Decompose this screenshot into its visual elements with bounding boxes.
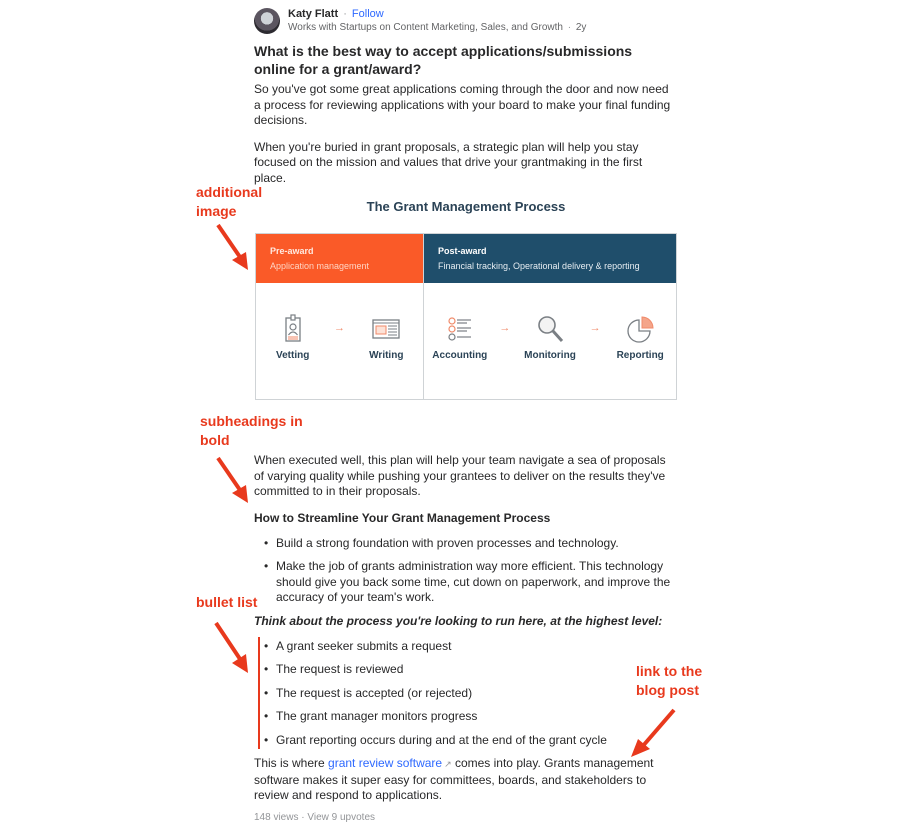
list-item: • Grant reporting occurs during and at the end of the grant cycle — [254, 733, 674, 749]
author-line — [288, 8, 586, 21]
separator: · — [343, 8, 347, 20]
annotation-arrow-icon — [212, 620, 252, 675]
arrow-right-icon: → — [499, 322, 511, 334]
list-item: • Build a strong foundation with proven processes and technology. — [254, 536, 674, 552]
annotation-subheadings — [200, 412, 303, 450]
author-credential-line — [288, 21, 586, 34]
pie-chart-icon — [625, 314, 655, 344]
phase-steps — [424, 283, 676, 361]
arrow-right-icon: → — [589, 322, 601, 334]
external-link-icon: ↗ — [444, 759, 452, 769]
annotation-text: bold — [200, 432, 230, 448]
answer-body-continued — [254, 449, 674, 823]
author-meta — [288, 8, 586, 34]
avatar[interactable] — [254, 8, 280, 34]
annotation-text: image — [196, 203, 237, 219]
magnifier-icon — [535, 314, 565, 344]
list-item: • A grant seeker submits a request — [254, 639, 674, 655]
step-label: Vetting — [275, 350, 310, 361]
author-credential: Works with Startups on Content Marketing, Sales, and Growth — [288, 22, 563, 33]
separator: · — [301, 811, 305, 823]
italic-lead: Think about the process you're looking to run here, at the highest level: — [254, 613, 663, 628]
answer-post — [254, 6, 674, 186]
annotation-additional-image — [196, 183, 262, 221]
step-accounting — [428, 314, 492, 361]
author-row — [254, 6, 674, 36]
document-icon — [371, 314, 401, 344]
list-item: • The request is reviewed — [254, 662, 674, 678]
id-badge-icon — [278, 314, 308, 344]
view-upvotes-link[interactable]: View 9 upvotes — [307, 811, 376, 823]
diagram-title: The Grant Management Process — [366, 199, 566, 214]
grant-process-image[interactable] — [255, 193, 677, 401]
step-vetting — [261, 314, 325, 361]
paragraph: When executed well, this plan will help your team navigate a sea of proposals of varying quality while pushing your grantees to deliver on the results they've committed to in their proposals. — [254, 453, 666, 498]
closing-text: comes into play. Grants management software makes it super easy for committees, boards, and stakeholders to review and respond to applications. — [254, 756, 654, 802]
annotation-bullet-list — [196, 593, 257, 612]
list-item: • The grant manager monitors progress — [254, 709, 674, 725]
annotation-text: link to the — [636, 663, 703, 679]
phase-header — [256, 234, 423, 283]
phase-steps — [256, 283, 423, 361]
annotation-arrow-icon — [628, 707, 678, 759]
annotation-link — [636, 662, 702, 700]
step-label: Reporting — [616, 350, 664, 361]
annotation-arrow-icon — [214, 222, 254, 272]
annotation-text: additional — [196, 184, 263, 200]
annotation-text: subheadings in — [200, 413, 303, 429]
phase-post-award — [424, 234, 676, 399]
phase-title: Post-award — [438, 246, 487, 256]
checklist-icon — [445, 314, 475, 344]
annotation-text: blog post — [636, 682, 699, 698]
post-age[interactable]: 2y — [575, 22, 587, 33]
arrow-right-icon: → — [333, 322, 345, 334]
phase-subtitle: Financial tracking, Operational delivery & reporting — [438, 261, 640, 271]
step-monitoring — [518, 314, 582, 361]
list-item: • Make the job of grants administration way more efficient. This technology should give you back some time, cut down on paperwork, and improve the accuracy of your team's work. — [254, 559, 674, 606]
bullet-list — [254, 536, 674, 606]
phase-pre-award — [256, 234, 424, 399]
follow-button[interactable]: Follow — [351, 8, 384, 20]
phase-subtitle: Application management — [270, 261, 370, 271]
closing-text: This is where — [254, 756, 329, 770]
step-reporting — [608, 314, 672, 361]
subheading: How to Streamline Your Grant Management Process — [254, 510, 551, 525]
phase-header — [424, 234, 676, 283]
phase-title: Pre-award — [270, 246, 314, 256]
step-label: Accounting — [432, 350, 488, 361]
annotation-arrow-icon — [214, 455, 254, 505]
paragraph: When you're buried in grant proposals, a strategic plan will help you stay focused on the mission and values that drive your grantmaking in the first place. — [254, 139, 643, 185]
process-bullet-list — [254, 639, 674, 749]
post-stats — [254, 812, 674, 823]
step-label: Monitoring — [524, 350, 576, 361]
step-writing — [354, 314, 418, 361]
diagram-box — [255, 233, 677, 400]
paragraph: So you've got some great applications coming through the door and now need a process for reviewing applications with your board to make your final funding decisions. — [254, 82, 671, 127]
author-name[interactable]: Katy Flatt — [288, 8, 339, 20]
closing-paragraph — [254, 756, 674, 804]
separator: · — [567, 22, 572, 33]
question-title[interactable]: What is the best way to accept applications/submissions online for a grant/award? — [254, 43, 633, 77]
annotation-text: bullet list — [196, 594, 258, 610]
annotation-bracket-line — [258, 637, 260, 749]
list-item: • The request is accepted (or rejected) — [254, 686, 674, 702]
views-count: 148 views — [254, 811, 299, 823]
grant-review-software-link[interactable]: grant review software — [328, 756, 443, 770]
step-label: Writing — [369, 350, 404, 361]
